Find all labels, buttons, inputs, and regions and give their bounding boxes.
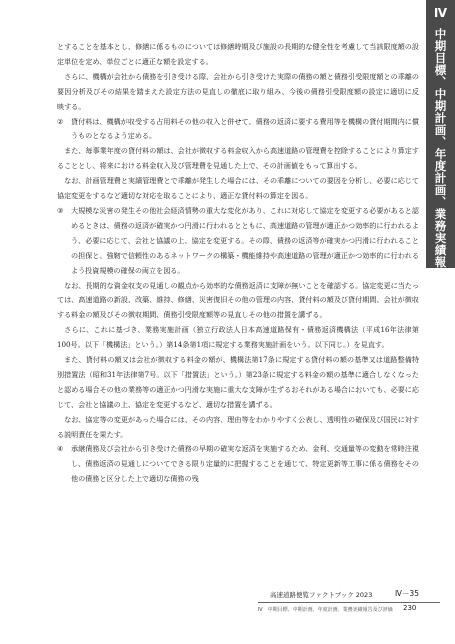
paragraph: なお、長期的な資金収支の見通しの観点から効率的な債務返済に支障が無いことを確認する。協定変更に当たっては、高速道路の新設、改築、維持、修繕、災害復旧その他の管理の内容、貸付料の額及び貸付期間、会社が徴収する料金の額及びその徴収期間、債務引受限度額等の見直しその他の措置を講ずる。 (57, 280, 419, 320)
paragraph: また、毎事業年度の貸付料の額は、会社が徴収する料金収入から高速道路の管理費を控除することにより算定することとし、将来における料金収入及び管理費を見通した上で、その計画値をもって算出する。 (57, 146, 419, 171)
book-title: 高速道路便覧ファクトブック 2023 (270, 591, 373, 599)
list-item (57, 115, 419, 145)
section-title: 中期目標、中期計画、年度計画、業務実績報告及び評価 (433, 28, 448, 328)
section-page-number: Ⅳ－35 (395, 589, 419, 598)
item-text: 承継債務及び会社から引き受けた債務の早期の確実な返済を実施するため、金利、交通量等の変動を常時注視し、債務返済の見通しについてできる限り定量的に把握することを通じて、特定更新等工事に係る債務をその他の債務と区分した上で適切な債務の残 (71, 444, 419, 484)
footer-divider (258, 602, 440, 603)
item-number: ② (57, 116, 64, 126)
list-item (57, 442, 419, 487)
paragraph: なお、計画管理費と実績管理費とで乖離が発生した場合には、その乖離についての要因を分析し、必要に応じて協定変更をするなど適切な対応を取ることにより、適正な貸付料の算定を図る。 (57, 176, 419, 201)
paragraph: とすることを基本とし、修繕に係るものについては修繕時期及び施設の長期的な健全性を考慮して当該限度額の設定単位を定め、単位ごとに適正な額を設定する。 (57, 42, 419, 66)
item-number: ④ (57, 444, 64, 454)
page-number: 230 (403, 604, 417, 612)
item-text: 貸付料は、機構が収受する占用料その他の収入と併せて、債務の返済に要する費用等を機構の貸付期間内に償うものとなるよう定める。 (71, 116, 419, 141)
paragraph: また、貸付料の額又は会社が徴収する料金の額が、機構法第17条に規定する貸付料の額の基準又は道路整備特別措置法（昭和31年法律第7号。以下「措置法」という。）第23条に規定する料金の額の基準に適合しなくなったと認める場合その他の業務等の適正かつ円滑な実施に重大な支障が生ずるおそれがある場合においても、必要に応じて、会社と協議の上、協定を変更するなど、適切な措置を講ずる。 (57, 355, 419, 409)
section-side-tab (426, 0, 455, 328)
section-number: Ⅳ (433, 6, 448, 20)
paragraph: なお、協定等の変更があった場合には、その内容、理由等をわかりやすく公表し、透明性の確保及び国民に対する説明責任を果たす。 (57, 414, 419, 439)
paragraph: さらに、これに基づき、業務実施計画（独立行政法人日本高速道路保有・債務返済機構法（平成16年法律第100号。以下「機構法」という。）第14条第1項に規定する業務実施計画をいう。以下同じ。）を見直す。 (57, 325, 419, 350)
paragraph: さらに、機構が会社から債務を引き受ける際、会社から引き受けた実際の債務の額と債務引受限度額との乖離の要因分析及びその結果を踏まえた設定方法の見直しの徹底に取り組み、今後の債務引受限度額の設定に適切に反映する。 (57, 71, 419, 111)
footer-section-title: Ⅳ 中期目標、中期計画、年度計画、業務実績報告及び評価 (258, 607, 393, 613)
item-number: ③ (57, 205, 64, 215)
body-text (57, 40, 419, 487)
list-item (57, 204, 419, 279)
item-text: 大規模な災害の発生その他社会経済情勢の重大な変化があり、これに対応して協定を変更する必要があると認めるときは、債務の返済が確実かつ円滑に行われるとともに、高速道路の管理が適正かつ効率的に行われるよう、必要に応じて、会社と協議の上、協定を変更する。その際、債務の返済等が確実かつ円滑に行われることの担保と、強靭で信頼性のあるネットワークの構築・機能維持や高速道路の管理が適正かつ効率的に行われるよう投資規模の確保の両立を図る。 (71, 205, 419, 275)
